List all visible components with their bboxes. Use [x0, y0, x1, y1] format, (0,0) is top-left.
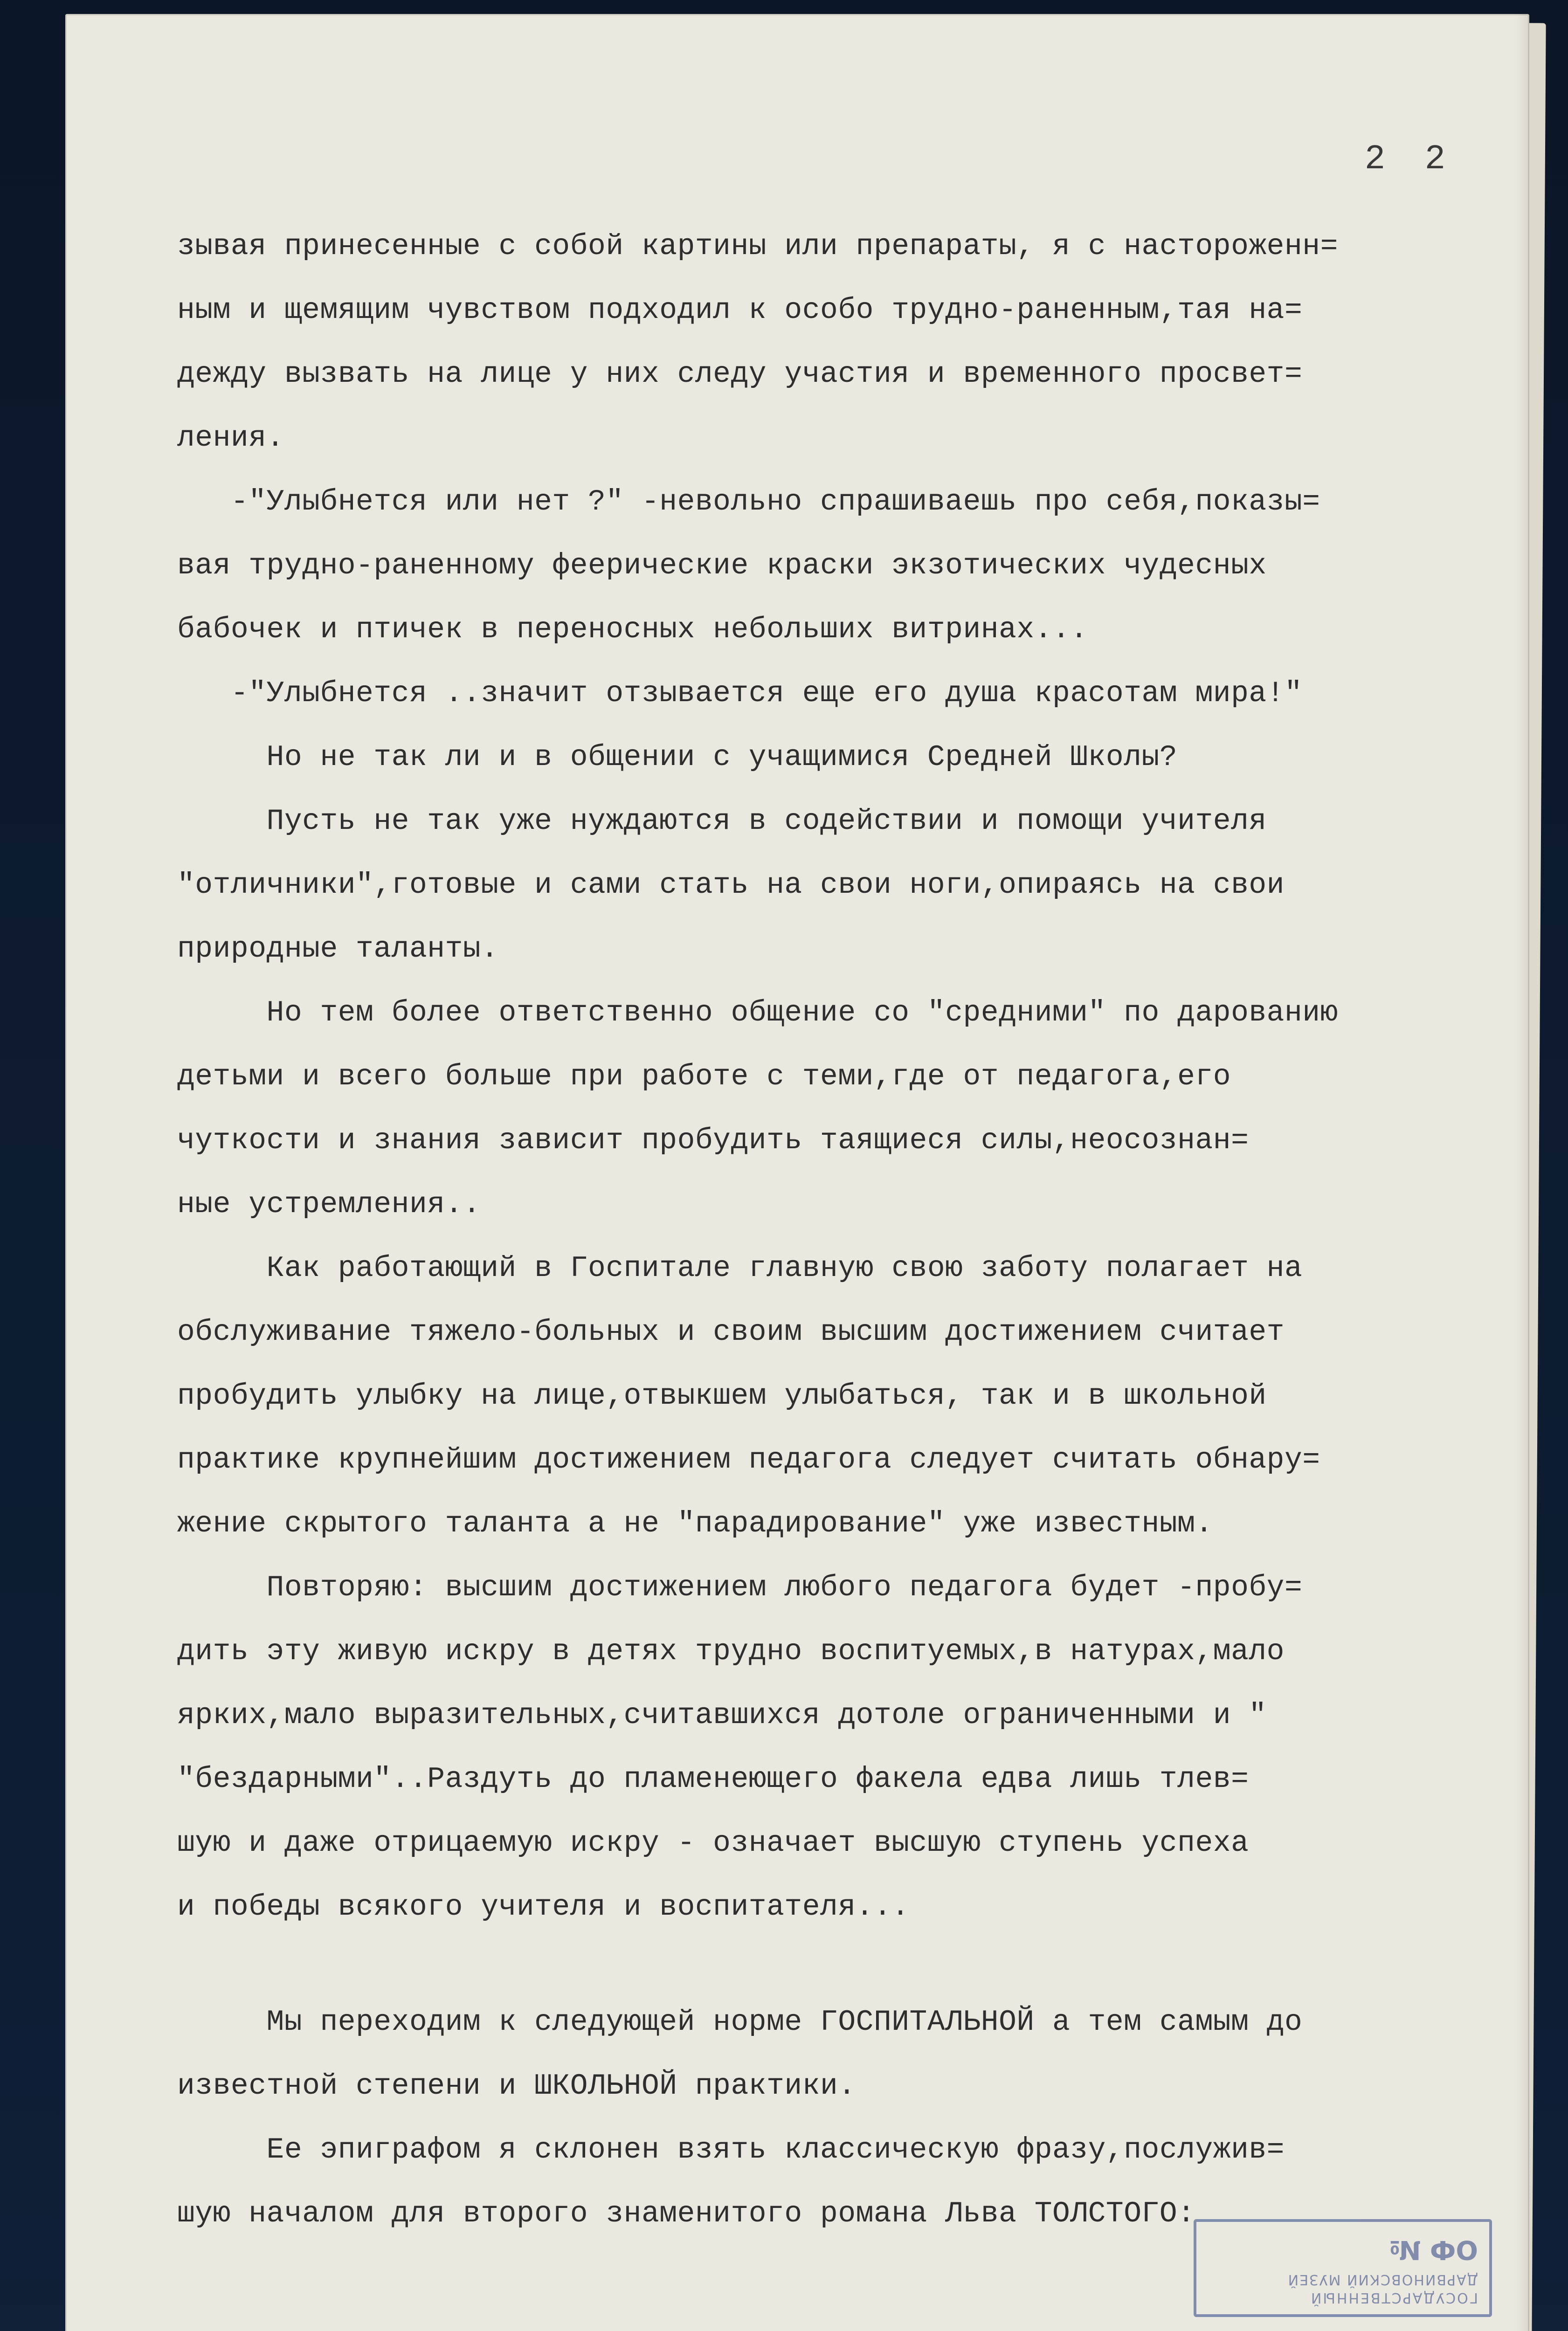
text-line: ярких,мало выразительных,считавшихся дотоле ограниченными и ": [177, 1699, 1267, 1732]
stamp-line-1: ГОСУДАРСТВЕННЫЙ: [1309, 2290, 1478, 2306]
text-line: Как работающий в Госпитале главную свою заботу полагает на: [177, 1252, 1303, 1285]
text-line: известной степени и ШКОЛЬНОЙ практики.: [177, 2069, 856, 2103]
text-line: и победы всякого учителя и воспитателя...: [177, 1890, 910, 1924]
text-line: дежду вызвать на лице у них следу участия и временного просвет=: [177, 358, 1303, 391]
page-edge-shadow: [1515, 14, 1529, 2331]
text-line: чуткости и знания зависит пробудить таящиеся силы,неосознан=: [177, 1124, 1249, 1157]
text-line: вая трудно-раненному феерические краски экзотических чудесных: [177, 549, 1267, 582]
document-page: [65, 14, 1529, 2331]
text-line: ления.: [177, 421, 284, 455]
text-line: дить эту живую искру в детях трудно воспитуемых,в натурах,мало: [177, 1635, 1285, 1668]
text-line: -"Улыбнется ..значит отзывается еще его душа красотам мира!": [177, 677, 1303, 710]
text-line: шую и даже отрицаемую искру - означает высшую ступень успеха: [177, 1827, 1249, 1860]
text-line: Мы переходим к следующей норме ГОСПИТАЛЬНОЙ а тем самым до: [177, 2006, 1303, 2039]
text-line-blank: [177, 1939, 1529, 1990]
text-line: шую началом для второго знаменитого романа Льва ТОЛСТОГО:: [177, 2197, 1195, 2230]
stamp-line-3: ОФ №: [1389, 2234, 1478, 2265]
archive-stamp: [1194, 2219, 1492, 2317]
text-line: жение скрытого таланта а не "парадирование" уже известным.: [177, 1507, 1213, 1540]
text-line: "бездарными"..Раздуть до пламенеющего факела едва лишь тлев=: [177, 1763, 1249, 1796]
text-line: природные таланты.: [177, 932, 499, 966]
typewritten-body: [177, 214, 1529, 2246]
text-line: зывая принесенные с собой картины или препараты, я с настороженн=: [177, 230, 1338, 263]
text-line: ным и щемящим чувством подходил к особо трудно-раненным,тая на=: [177, 294, 1303, 327]
text-line: Но не так ли и в общении с учащимися Средней Школы?: [177, 741, 1178, 774]
text-line: Повторяю: высшим достижением любого педагога будет -пробу=: [177, 1571, 1303, 1604]
text-line: бабочек и птичек в переносных небольших витринах...: [177, 613, 1088, 646]
text-line: практике крупнейшим достижением педагога следует считать обнару=: [177, 1443, 1320, 1476]
text-line: ные устремления..: [177, 1188, 481, 1221]
stamp-line-2: ДАРВИНОВСКИЙ МУЗЕЙ: [1287, 2271, 1478, 2288]
text-line: обслуживание тяжело-больных и своим высшим достижением считает: [177, 1316, 1285, 1349]
page-number: 2 2: [1364, 140, 1455, 179]
text-line: детьми и всего больше при работе с теми,где от педагога,его: [177, 1060, 1231, 1093]
text-line: -"Улыбнется или нет ?" -невольно спрашиваешь про себя,показы=: [177, 485, 1320, 518]
text-line: Пусть не так уже нуждаются в содействии и помощи учителя: [177, 805, 1267, 838]
text-line: Ее эпиграфом я склонен взять классическую фразу,послужив=: [177, 2133, 1285, 2166]
text-line: пробудить улыбку на лице,отвыкшем улыбаться, так и в школьной: [177, 1379, 1267, 1413]
text-line: Но тем более ответственно общение со "средними" по дарованию: [177, 996, 1338, 1029]
text-line: "отличники",готовые и сами стать на свои ноги,опираясь на свои: [177, 869, 1285, 902]
